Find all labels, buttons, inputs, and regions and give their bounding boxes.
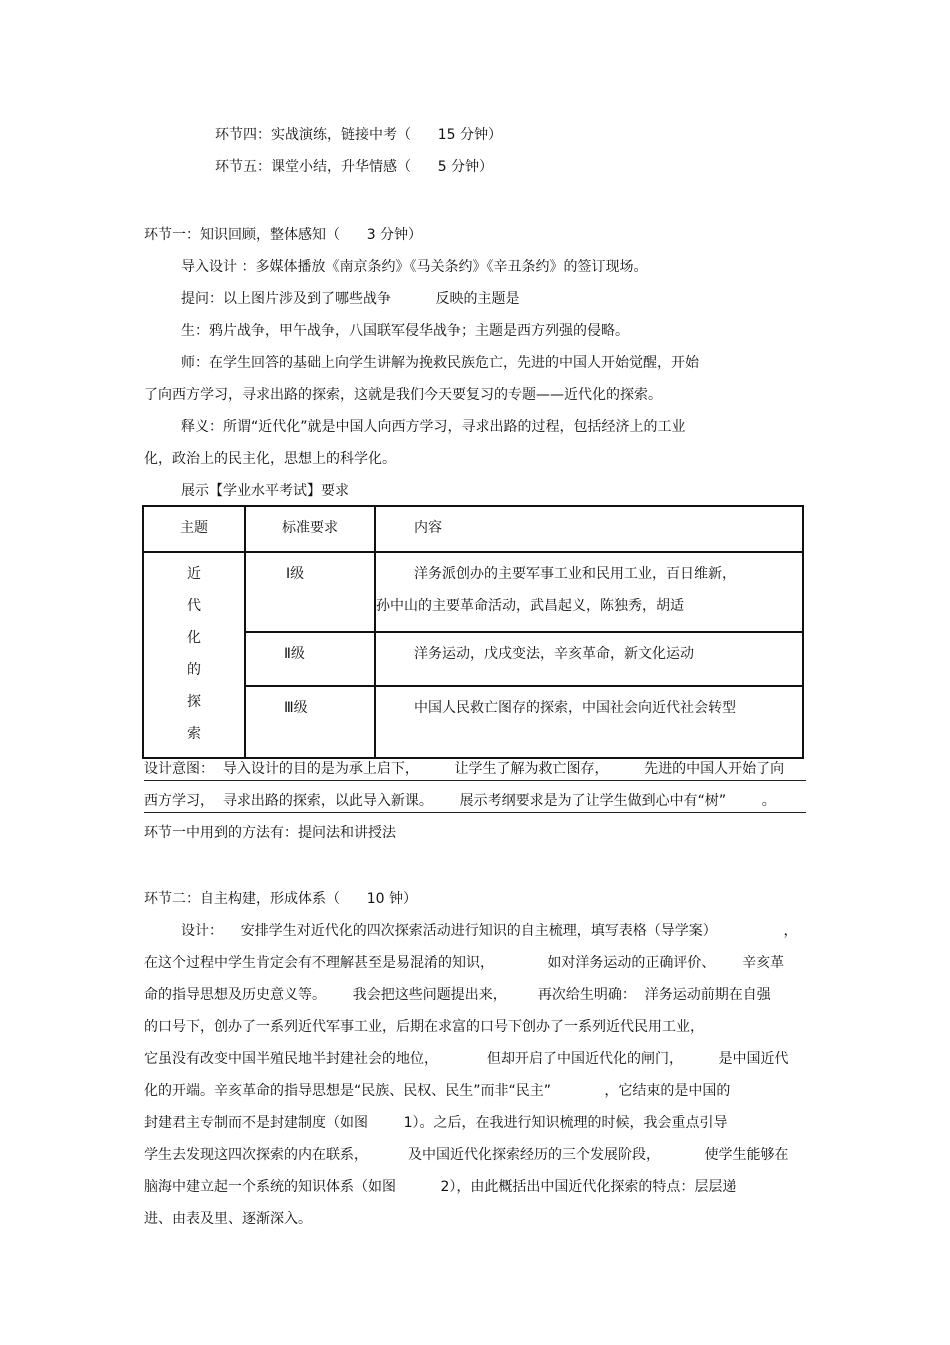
methods-line: 环节一中用到的方法有：提问法和讲授法: [144, 825, 396, 841]
level-label: Ⅲ级: [284, 700, 308, 717]
content-line: 中国人民救亡图存的探索，中国社会向近代社会转型: [414, 700, 736, 717]
text-line: 环节四：实战演练，链接中考（ 15 分钟）: [215, 127, 502, 143]
text-line: 提问：以上图片涉及到了哪些战争 反映的主题是: [181, 291, 520, 307]
topic-char: 探: [187, 694, 201, 710]
topic-char: 索: [187, 726, 201, 742]
content-cell: [375, 632, 803, 686]
header-level: 标准要求: [282, 520, 338, 536]
text-line: 设计： 安排学生对近代化的四次探索活动进行知识的自主梳理，填写表格（导学案） ，: [181, 923, 798, 939]
text-line: 在这个过程中学生肯定会有不理解甚至是易混淆的知识， 如对洋务运动的正确评价、 辛亥革: [144, 955, 785, 971]
standards-table: [142, 505, 804, 759]
table-caption: 展示【学业水平考试】要求: [181, 483, 349, 499]
text-line: 导入设计 ：多媒体播放《南京条约》《马关条约》《辛丑条约》的签订现场。: [181, 259, 648, 275]
content-cell: [375, 552, 803, 632]
topic-char: 代: [187, 598, 201, 614]
header-content: 内容: [414, 520, 442, 536]
section-heading: 环节二：自主构建，形成体系（ 10 钟）: [144, 891, 417, 907]
topic-cell: [143, 552, 245, 758]
topic-char: 近: [187, 566, 201, 582]
table-header-cell: [375, 506, 803, 552]
text-line: 化，政治上的民主化，思想上的科学化。: [144, 451, 396, 467]
text-line: 释义：所谓“近代化”就是中国人向西方学习，寻求出路的过程，包括经济上的工业: [181, 419, 686, 435]
level-cell: [245, 686, 375, 758]
content-line: 孙中山的主要革命活动，武昌起义，陈独秀，胡适: [376, 598, 684, 614]
table-row: [143, 552, 803, 632]
table-header-cell: [245, 506, 375, 552]
text-line: 封建君主专制而不是封建制度（如图 1）。之后，在我进行知识梳理的时候，我会重点引导: [144, 1115, 728, 1131]
text-line: 师：在学生回答的基础上向学生讲解为挽救民族危亡，先进的中国人开始觉醒，开始: [181, 355, 699, 371]
table-header-row: [143, 506, 803, 552]
text-line: 了向西方学习，寻求出路的探索，这就是我们今天要复习的专题——近代化的探索。: [144, 387, 662, 403]
text-line: 生：鸦片战争，甲午战争，八国联军侵华战争；主题是西方列强的侵略。: [181, 323, 629, 339]
intent-line: 设计意图： 导入设计的目的是为承上启下， 让学生了解为救亡图存， 先进的中国人开始了向: [144, 760, 806, 781]
level-label: Ⅰ级: [286, 566, 305, 582]
text-line: 它虽没有改变中国半殖民地半封建社会的地位， 但却开启了中国近代化的闸门， 是中国近代: [144, 1051, 789, 1067]
text-line: 化的开端。辛亥革命的指导思想是“民族、民权、民生”而非“民主” ，它结束的是中国的: [144, 1083, 731, 1099]
level-cell: [245, 552, 375, 632]
text-line: 学生去发现这四次探索的内在联系， 及中国近代化探索经历的三个发展阶段， 使学生能够在: [144, 1147, 789, 1163]
text-line: 环节五：课堂小结，升华情感（ 5 分钟）: [215, 159, 494, 175]
text-line: 进、由表及里、逐渐深入。: [144, 1211, 312, 1227]
intent-line: 西方学习， 寻求出路的探索，以此导入新课。 展示考纲要求是为了让学生做到心中有“树” 。: [144, 792, 806, 813]
text-line: 的口号下，创办了一系列近代军事工业，后期在求富的口号下创办了一系列近代民用工业，: [144, 1019, 704, 1035]
level-label: Ⅱ级: [284, 646, 305, 663]
topic-char: 化: [187, 630, 201, 646]
level-cell: [245, 632, 375, 686]
text-line: 命的指导思想及历史意义等。 我会把这些问题提出来， 再次给生明确： 洋务运动前期在自强: [144, 987, 771, 1003]
table-header-cell: [143, 506, 245, 552]
content-line: 洋务派创办的主要军事工业和民用工业，百日维新，: [414, 566, 736, 582]
content-line: 洋务运动，戊戌变法，辛亥革命，新文化运动: [414, 646, 694, 663]
content-cell: [375, 686, 803, 758]
text-line: 脑海中建立起一个系统的知识体系（如图 2），由此概括出中国近代化探索的特点：层层递: [144, 1179, 737, 1195]
topic-char: 的: [187, 662, 201, 678]
section-heading: 环节一：知识回顾，整体感知（ 3 分钟）: [144, 227, 423, 243]
header-topic: 主题: [180, 520, 208, 536]
